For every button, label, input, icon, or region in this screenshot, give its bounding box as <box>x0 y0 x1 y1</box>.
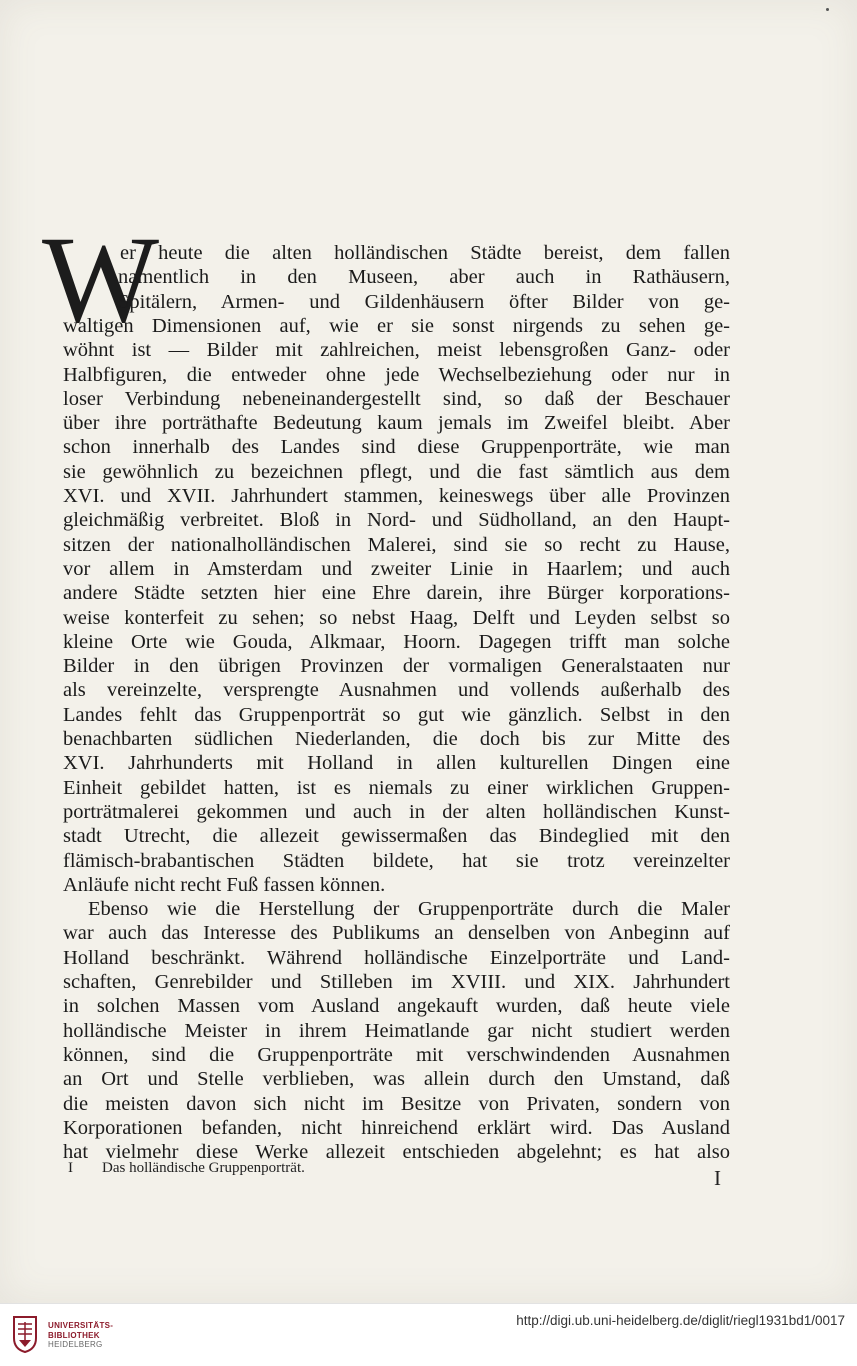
text-line: an Ort und Stelle verblieben, was allein durch den Umstand, daß <box>63 1068 730 1091</box>
text-line: holländische Meister in ihrem Heimatlande gar nicht studiert werden <box>63 1019 730 1042</box>
text-line: porträtmalerei gekommen und auch in der alten holländischen Kunst- <box>63 800 730 823</box>
text-line: als vereinzelte, versprengte Ausnahmen und vollends außerhalb des <box>63 679 730 702</box>
institution-line: UNIVERSITÄTS- <box>48 1321 114 1330</box>
text-line: kleine Orte wie Gouda, Alkmaar, Hoorn. Dagegen trifft man solche <box>63 630 730 653</box>
footnote <box>68 1160 305 1177</box>
page-speck <box>826 8 829 11</box>
text-line: Ebenso wie die Herstellung der Gruppenporträte durch die Maler <box>88 898 730 921</box>
text-line: Halbfiguren, die entweder ohne jede Wechselbeziehung oder nur in <box>63 363 730 386</box>
text-line: können, sind die Gruppenporträte mit verschwindenden Ausnahmen <box>63 1043 730 1066</box>
text-line: er heute die alten holländischen Städte bereist, dem fallen <box>120 242 730 264</box>
text-line: vor allem in Amsterdam und zweiter Linie in Haarlem; und auch <box>63 557 730 580</box>
university-library-logo-icon <box>10 1314 40 1354</box>
text-line: Landes fehlt das Gruppenporträt so gut wie gänzlich. Selbst in den <box>63 703 730 726</box>
text-line: gleichmäßig verbreitet. Bloß in Nord- und Südholland, an den Haupt- <box>63 509 730 532</box>
text-line: Bilder in den übrigen Provinzen der vormaligen Generalstaaten nur <box>63 655 730 678</box>
text-line: Spitälern, Armen- und Gildenhäusern öfter Bilder von ge- <box>118 290 730 313</box>
text-line: hat vielmehr diese Werke allezeit entschieden abgelehnt; es hat also <box>63 1141 730 1164</box>
drop-cap-initial: W <box>42 211 154 348</box>
text-line: die meisten davon sich nicht im Besitze von Privaten, sondern von <box>63 1092 730 1115</box>
text-line: XVI. Jahrhunderts mit Holland in allen kulturellen Dingen eine <box>63 752 730 775</box>
text-line: sitzen der nationalholländischen Malerei, sind sie so recht zu Hause, <box>63 533 730 556</box>
text-line: XVI. und XVII. Jahrhundert stammen, keineswegs über alle Provinzen <box>63 485 730 507</box>
text-line: Holland beschränkt. Während holländische Einzelporträte und Land- <box>63 946 730 969</box>
text-line: Anläufe nicht recht Fuß fassen können. <box>63 873 386 896</box>
footnote-text: Das holländische Gruppenporträt. <box>102 1160 305 1176</box>
text-line: loser Verbindung nebeneinandergestellt sind, so daß der Beschauer <box>63 387 730 410</box>
text-line: Einheit gebildet hatten, ist es niemals zu einer wirklichen Gruppen- <box>63 776 730 799</box>
text-line: war auch das Interesse des Publikums an denselben von Anbeginn auf <box>63 922 730 945</box>
institution-name <box>48 1321 113 1350</box>
institution-line: BIBLIOTHEK <box>48 1330 100 1340</box>
text-line: Korporationen befanden, nicht hinreichend erklärt wird. Das Ausland <box>63 1116 730 1139</box>
signature-mark: I <box>714 1166 721 1190</box>
text-line: sie gewöhnlich zu bezeichnen pflegt, und die fast sämtlich aus dem <box>63 460 730 483</box>
text-line: weise konterfeit zu sehen; so nebst Haag, Delft und Leyden selbst so <box>63 606 730 629</box>
institution-line: HEIDELBERG <box>48 1340 103 1349</box>
text-line: über ihre porträthafte Bedeutung kaum jemals im Zweifel bleibt. Aber <box>63 412 730 435</box>
text-line: andere Städte setzten hier eine Ehre darein, ihre Bürger korporations- <box>63 582 730 605</box>
library-footer <box>0 1303 857 1366</box>
text-line: waltigen Dimensionen auf, wie er sie sonst nirgends zu sehen ge- <box>63 314 730 337</box>
text-line: stadt Utrecht, die allezeit gewissermaßen das Bindeglied mit den <box>63 825 730 848</box>
text-line: namentlich in den Museen, aber auch in Rathäusern, <box>118 266 730 289</box>
text-line: schon innerhalb des Landes sind diese Gruppenporträte, wie man <box>63 436 730 459</box>
permalink-url[interactable]: http://digi.ub.uni-heidelberg.de/diglit/riegl1931bd1/0017 <box>516 1313 845 1328</box>
text-line: benachbarten südlichen Niederlanden, die doch bis zur Mitte des <box>63 728 730 750</box>
text-line: wöhnt ist — Bilder mit zahlreichen, meist lebensgroßen Ganz- oder <box>63 339 730 362</box>
footnote-number: I <box>68 1160 73 1176</box>
text-line: in solchen Massen vom Ausland angekauft wurden, daß heute viele <box>63 995 730 1018</box>
text-line: schaften, Genrebilder und Stilleben im XVIII. und XIX. Jahrhundert <box>63 971 730 993</box>
text-line: flämisch-brabantischen Städten bildete, hat sie trotz vereinzelter <box>63 849 730 872</box>
